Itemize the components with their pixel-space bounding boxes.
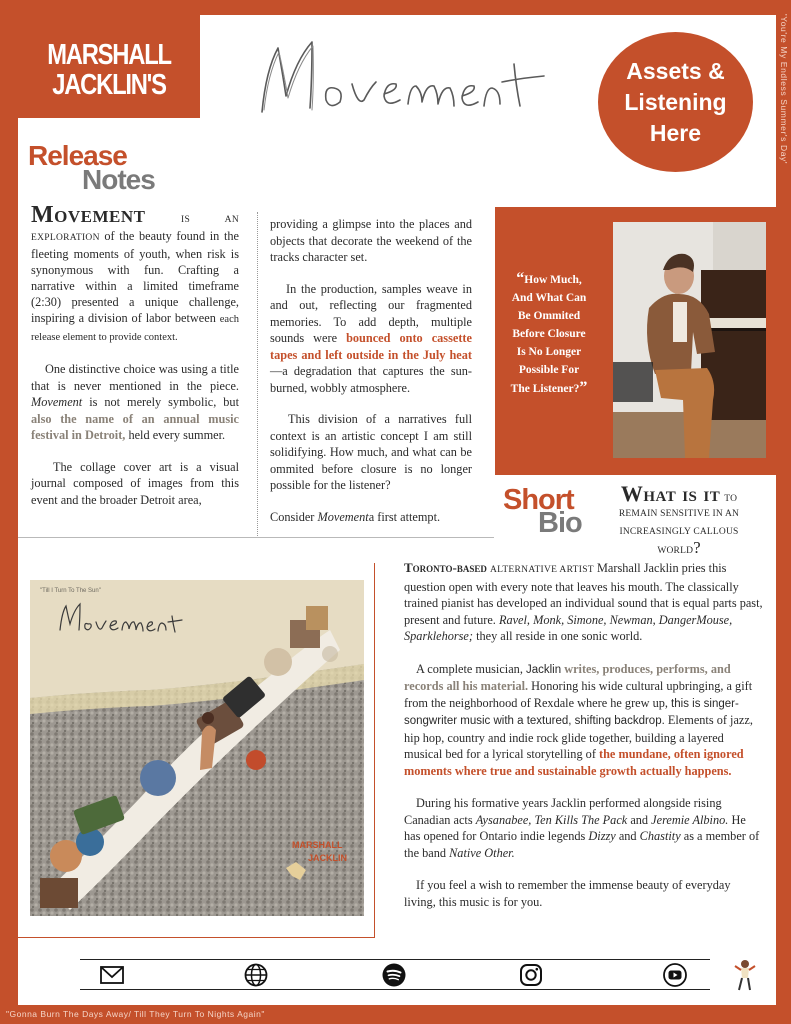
cover-artist-tag-2: JACKLIN	[308, 853, 348, 863]
release-notes-paragraph-2	[31, 361, 239, 444]
icons-bar-top-rule	[80, 959, 710, 960]
artist-photo	[613, 222, 766, 458]
paragraph-text: held every summer.	[128, 428, 226, 442]
cover-artist-tag-1: MARSHALL	[292, 840, 343, 850]
paragraph-text: Honoring his wide cultural upbringing, a gift from the neighborhood of Rexdale where he grew up,	[404, 679, 753, 710]
bio-paragraph-4: If you feel a wish to remember the immense beauty of everyday living, this music is for you.	[404, 878, 731, 909]
assets-label-line2: Listening	[624, 88, 727, 115]
close-quote-mark: ”	[579, 379, 588, 396]
band-name: Native Other.	[449, 845, 515, 860]
cover-corner-text: "Till I Turn To The Sun"	[40, 588, 101, 594]
question-line-2: REMAIN SENSITIVE IN AN	[618, 509, 740, 519]
spotify-icon[interactable]	[381, 962, 407, 988]
paragraph-text: they all reside in one sonic world.	[476, 629, 643, 643]
release-notes-paragraph-4: providing a glimpse into the places and objects that decorate the weekend of the tracks character set.	[270, 217, 472, 264]
release-notes-paragraph-6: This division of a narratives full context is an artistic concept I am still solidifying. How much, and what can be ommited before closure is no longer possible for the listener?	[270, 412, 472, 492]
paragraph-text: He has opened for Ontario indie legends	[404, 812, 746, 843]
paragraph-text: In the production, samples weave in and out, reflecting our fragmented memories. To add depth, multiple sounds were	[270, 281, 472, 345]
footer-lyric-quote: "Gonna Burn The Days Away/ Till They Turn To Nights Again"	[6, 1009, 265, 1019]
short-bio-heading-1: Short	[503, 484, 574, 516]
paragraph-text: and	[618, 829, 637, 843]
paragraph-text: During his formative years Jacklin performed alongside rising Canadian acts	[404, 796, 722, 827]
pull-quote-line: How Much,	[524, 274, 582, 286]
open-quote-mark: “	[516, 270, 525, 287]
release-notes-paragraph-3: The collage cover art is a visual journal composed of images from this event and the broader Detroit area,	[31, 459, 239, 507]
paragraph-text: Consider	[270, 509, 315, 524]
paragraph-text: One distinctive choice was using a title that is never mentioned in the piece.	[31, 362, 239, 393]
assets-label-line1: Assets &	[626, 57, 725, 84]
pull-quote-line: The Listener?	[510, 383, 580, 395]
side-lyric-quote: 'You're My Endless Summer's Day'	[779, 14, 789, 165]
release-notes-paragraph-7	[270, 509, 472, 526]
release-notes-heading-1: Release	[28, 140, 127, 171]
release-notes-heading-2: Notes	[82, 164, 155, 195]
bio-lead-smallcaps: ALTERNATIVE ARTIST	[489, 565, 594, 575]
question-lead: What is it	[620, 481, 721, 506]
paragraph-text: A complete musician,	[416, 661, 523, 676]
artist-name-block	[18, 15, 200, 118]
bio-question	[598, 481, 760, 559]
bio-paragraph-3	[404, 795, 764, 861]
paragraph-text: is not merely symbolic, but	[89, 395, 239, 409]
acts-list: Aysanabee, Ten Kills The Pack	[475, 812, 628, 827]
pull-quote-line: Be Ommited	[517, 310, 581, 322]
artist-name-inline: Jacklin	[525, 663, 562, 676]
lead-word: Movement	[31, 202, 146, 228]
assets-listening-button[interactable]	[598, 32, 753, 172]
mundane-highlight: the mundane, often ignored moments where true and sustainable growth actually happens.	[404, 747, 744, 778]
title-emphasis: Movement	[31, 395, 83, 409]
release-notes-column-1	[31, 202, 239, 523]
paragraph-text: Elements of jazz, hip hop, country and indie rock glide together, building a layered musical bed for a lyrical storytelling of	[404, 713, 753, 761]
musician-highlight: writes, produces, performs, and records all his material.	[404, 661, 731, 693]
pull-quote-line: Possible For	[518, 364, 580, 376]
pull-quote	[502, 270, 596, 398]
globe-icon[interactable]	[243, 962, 269, 988]
bio-text	[404, 560, 764, 926]
legend-name: Chastity	[639, 829, 681, 843]
pull-quote-line: And What Can	[511, 292, 587, 304]
paragraph-text: each release element to provide context.	[31, 314, 239, 343]
festival-highlight: also the name of an annual music festival in Detroit,	[31, 411, 239, 442]
question-mark: ?	[693, 538, 701, 557]
youtube-icon[interactable]	[662, 962, 688, 988]
paragraph-text: —a degradation that captures the sun-burned, wobbly atmosphere.	[270, 364, 472, 395]
album-cover-art	[30, 580, 364, 916]
question-to: TO	[724, 494, 738, 504]
paragraph-text: as a member of the band	[404, 829, 760, 860]
release-notes-column-2	[270, 216, 472, 540]
bio-lead: Toronto-based	[404, 560, 487, 575]
instagram-icon[interactable]	[518, 962, 544, 988]
style-highlight: this is singer-songwriter music with a textured, shifting backdrop.	[404, 697, 739, 727]
release-notes-paragraph-1	[31, 202, 239, 346]
influences-list: Ravel, Monk, Simone, Newman, DangerMouse, Sparklehorse;	[404, 612, 733, 643]
mail-icon[interactable]	[99, 962, 125, 988]
cassette-highlight: bounced onto cassette tapes and left outside in the July heat	[270, 331, 472, 362]
paragraph-text: a first attempt.	[368, 509, 441, 524]
question-line-3: INCREASINGLY CALLOUS WORLD	[619, 527, 739, 556]
column-divider	[257, 212, 258, 538]
pull-quote-line: Is No Longer	[516, 346, 582, 358]
title-emphasis: Movement	[317, 509, 369, 524]
paragraph-text: of the beauty found in the fleeting moments of youth, when risk is synonymous with fun. Crafting a narrative within a limited timeframe (2:30) presented a unique challenge, inspiring a division of labor between	[31, 229, 239, 325]
dancer-mascot-icon	[730, 958, 758, 992]
lead-smallcaps: IS AN EXPLORATION	[31, 215, 239, 243]
artist-name-line2: JACKLIN'S	[52, 69, 166, 101]
pull-quote-line: Before Closure	[512, 328, 586, 340]
bio-paragraph-1	[404, 560, 764, 645]
paragraph-text: Marshall Jacklin pries this question open with every note that leaves his mouth. The classically trained pianist has developed an individual sound that is equal parts past, present and future.	[404, 561, 763, 627]
section-divider	[18, 537, 494, 538]
legend-name: Dizzy	[588, 829, 616, 843]
paragraph-text: and	[630, 812, 649, 827]
movement-script-title	[252, 30, 572, 120]
bio-paragraph-2	[404, 661, 764, 780]
release-notes-paragraph-5	[270, 281, 472, 397]
icons-bar-bottom-rule	[80, 989, 710, 990]
short-bio-heading-2: Bio	[538, 507, 582, 539]
acts-list: Jeremie Albino.	[651, 812, 729, 827]
artist-name-line1: MARSHALL	[47, 39, 171, 71]
assets-label-line3: Here	[649, 119, 702, 146]
